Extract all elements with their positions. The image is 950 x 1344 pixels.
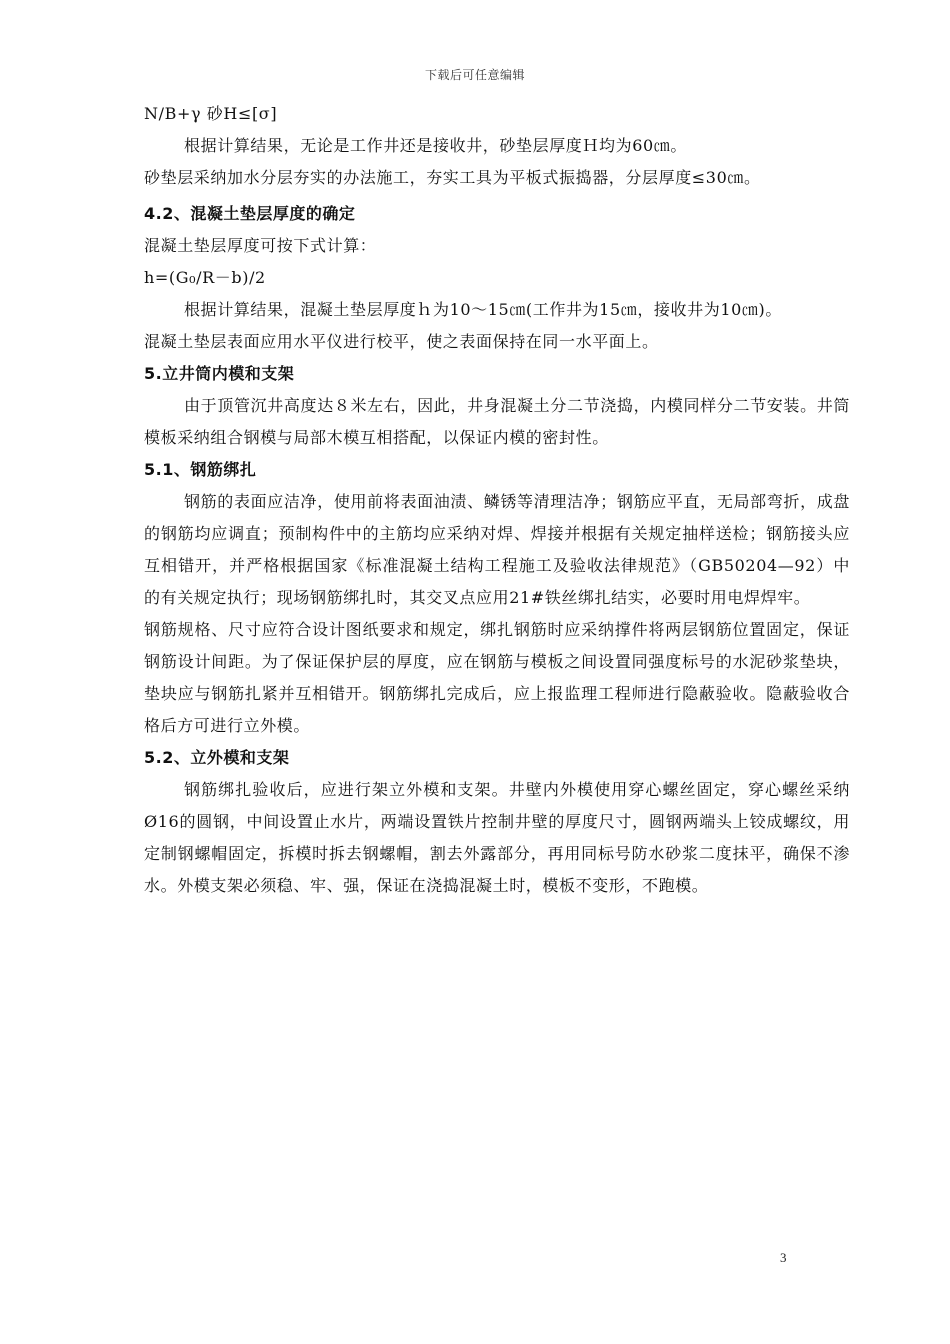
heading-5-1: 5.1、钢筋绑扎: [144, 460, 257, 479]
paragraph-outer-formwork: 钢筋绑扎验收后，应进行架立外模和支架。井壁内外模使用穿心螺丝固定，穿心螺丝采纳Ø16的圆钢，中间设置止水片，两端设置铁片控制井壁的厚度尺寸，圆钢两端头上铰成螺纹，用定制钢螺帽固定，拆模时拆去钢螺帽，割去外露部分，再用同标号防水砂浆二度抹平，确保不渗水。外模支架必须稳、牢、强，保证在浇捣混凝土时，模板不变形，不跑模。: [144, 780, 850, 895]
paragraph-concrete-thickness-result: 根据计算结果，混凝土垫层厚度ｈ为10～15㎝(工作井为15㎝，接收井为10㎝)。: [184, 300, 782, 319]
paragraph-sand-compaction: 砂垫层采纳加水分层夯实的办法施工，夯实工具为平板式振捣器，分层厚度≤30㎝。: [144, 168, 761, 187]
paragraph-rebar-requirements: 钢筋的表面应洁净，使用前将表面油渍、鳞锈等清理洁净；钢筋应平直，无局部弯折，成盘的钢筋均应调直；预制构件中的主筋均应采纳对焊、焊接并根据有关规定抽样送检；钢筋接头应互相错开，并严格根据国家《标准混凝土结构工程施工及验收法律规范》（GB50204—92）中的有关规定执行；现场钢筋绑扎时，其交叉点应用21#铁丝绑扎结实，必要时用电焊焊牢。: [144, 492, 850, 607]
paragraph-rebar-spacing: 钢筋规格、尺寸应符合设计图纸要求和规定，绑扎钢筋时应采纳撑件将两层钢筋位置固定，保证钢筋设计间距。为了保证保护层的厚度，应在钢筋与模板之间设置同强度标号的水泥砂浆垫块，垫块应与钢筋扎紧并互相错开。钢筋绑扎完成后，应上报监理工程师进行隐蔽验收。隐蔽验收合格后方可进行立外模。: [144, 620, 850, 735]
formula-bearing-capacity: N/B+γ 砂H≤[σ]: [144, 104, 278, 123]
paragraph-concrete-leveling: 混凝土垫层表面应用水平仪进行校平，使之表面保持在同一水平面上。: [144, 332, 659, 351]
paragraph-inner-formwork: 由于顶管沉井高度达８米左右，因此，井身混凝土分二节浇捣，内模同样分二节安装。井筒模板采纳组合钢模与局部木模互相搭配，以保证内模的密封性。: [144, 396, 850, 447]
heading-4-2: 4.2、混凝土垫层厚度的确定: [144, 204, 356, 223]
document-body: [144, 98, 850, 902]
formula-concrete-thickness: h=(G₀/R－b)/2: [144, 268, 266, 287]
paragraph-concrete-formula-intro: 混凝土垫层厚度可按下式计算：: [144, 236, 377, 255]
page-header: 下载后可任意编辑: [424, 68, 525, 82]
heading-5-2: 5.2、立外模和支架: [144, 748, 290, 767]
heading-5: 5.立井筒内模和支架: [144, 364, 295, 383]
page-number: 3: [780, 1250, 787, 1265]
paragraph-sand-thickness-result: 根据计算结果，无论是工作井还是接收井，砂垫层厚度Ｈ均为60㎝。: [184, 136, 687, 155]
